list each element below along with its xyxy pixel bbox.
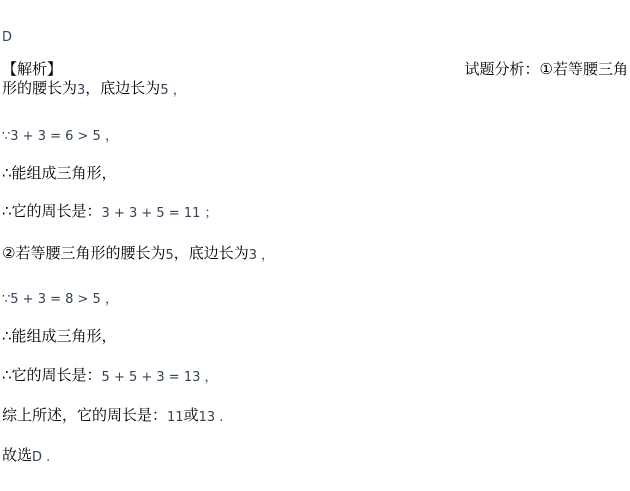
line-can-form-2 — [2, 327, 628, 345]
line-case2-sides-segment-0: ②若等腰三角形的腰长为 — [2, 244, 166, 262]
line-case2-sides-segment-2: ，底边长为 — [173, 244, 249, 262]
answer-line — [2, 26, 628, 47]
line-conclusion-segment-1: 11 — [167, 410, 184, 425]
line-case2-sides — [2, 244, 628, 265]
analysis-header-segment-0: 【解析】 — [2, 60, 63, 78]
analysis-header-segment-1: 试题分析：①若等腰三角 — [464, 60, 628, 78]
line-conclusion — [2, 406, 628, 427]
line-perimeter-1-segment-1: 3 + 3 + 5 = 11 ； — [101, 206, 218, 221]
line-perimeter-2-segment-0: ∴它的周长是： — [2, 366, 102, 384]
line-case1-sides-segment-3: 5 ， — [160, 83, 186, 98]
line-conclusion-segment-2: 或 — [183, 406, 199, 424]
line-perimeter-2 — [2, 366, 628, 387]
line-case2-sides-segment-3: 3 ， — [248, 248, 275, 263]
line-can-form-2-segment-0: ∴能组成三角形， — [2, 327, 117, 345]
line-can-form-1-segment-0: ∴能组成三角形， — [2, 164, 117, 182]
line-perimeter-1 — [2, 202, 628, 223]
line-case1-sides-segment-1: 3 — [77, 83, 86, 98]
line-case1-sides-segment-2: ，底边长为 — [85, 79, 161, 97]
line-case1-sides — [2, 79, 628, 100]
line-final-answer — [2, 446, 628, 467]
answer-line-segment-0: D — [2, 30, 13, 45]
analysis-header — [2, 60, 628, 78]
line-because-2-segment-0: ∵5 + 3 = 8 > 5 ， — [2, 292, 118, 307]
line-case2-sides-segment-1: 5 — [165, 248, 174, 263]
line-can-form-1 — [2, 164, 628, 182]
line-case1-sides-segment-0: 形的腰长为 — [2, 79, 78, 97]
line-because-2 — [2, 288, 628, 309]
line-perimeter-2-segment-1: 5 + 5 + 3 = 13 ， — [101, 370, 218, 385]
line-because-1 — [2, 125, 628, 146]
line-because-1-segment-0: ∵3 + 3 = 6 > 5 ， — [2, 129, 118, 144]
line-conclusion-segment-3: 13 . — [198, 410, 224, 425]
line-final-answer-segment-0: 故选 — [2, 446, 33, 464]
line-conclusion-segment-0: 综上所述，它的周长是： — [2, 406, 168, 424]
line-final-answer-segment-1: D . — [32, 450, 51, 465]
line-perimeter-1-segment-0: ∴它的周长是： — [2, 202, 102, 220]
